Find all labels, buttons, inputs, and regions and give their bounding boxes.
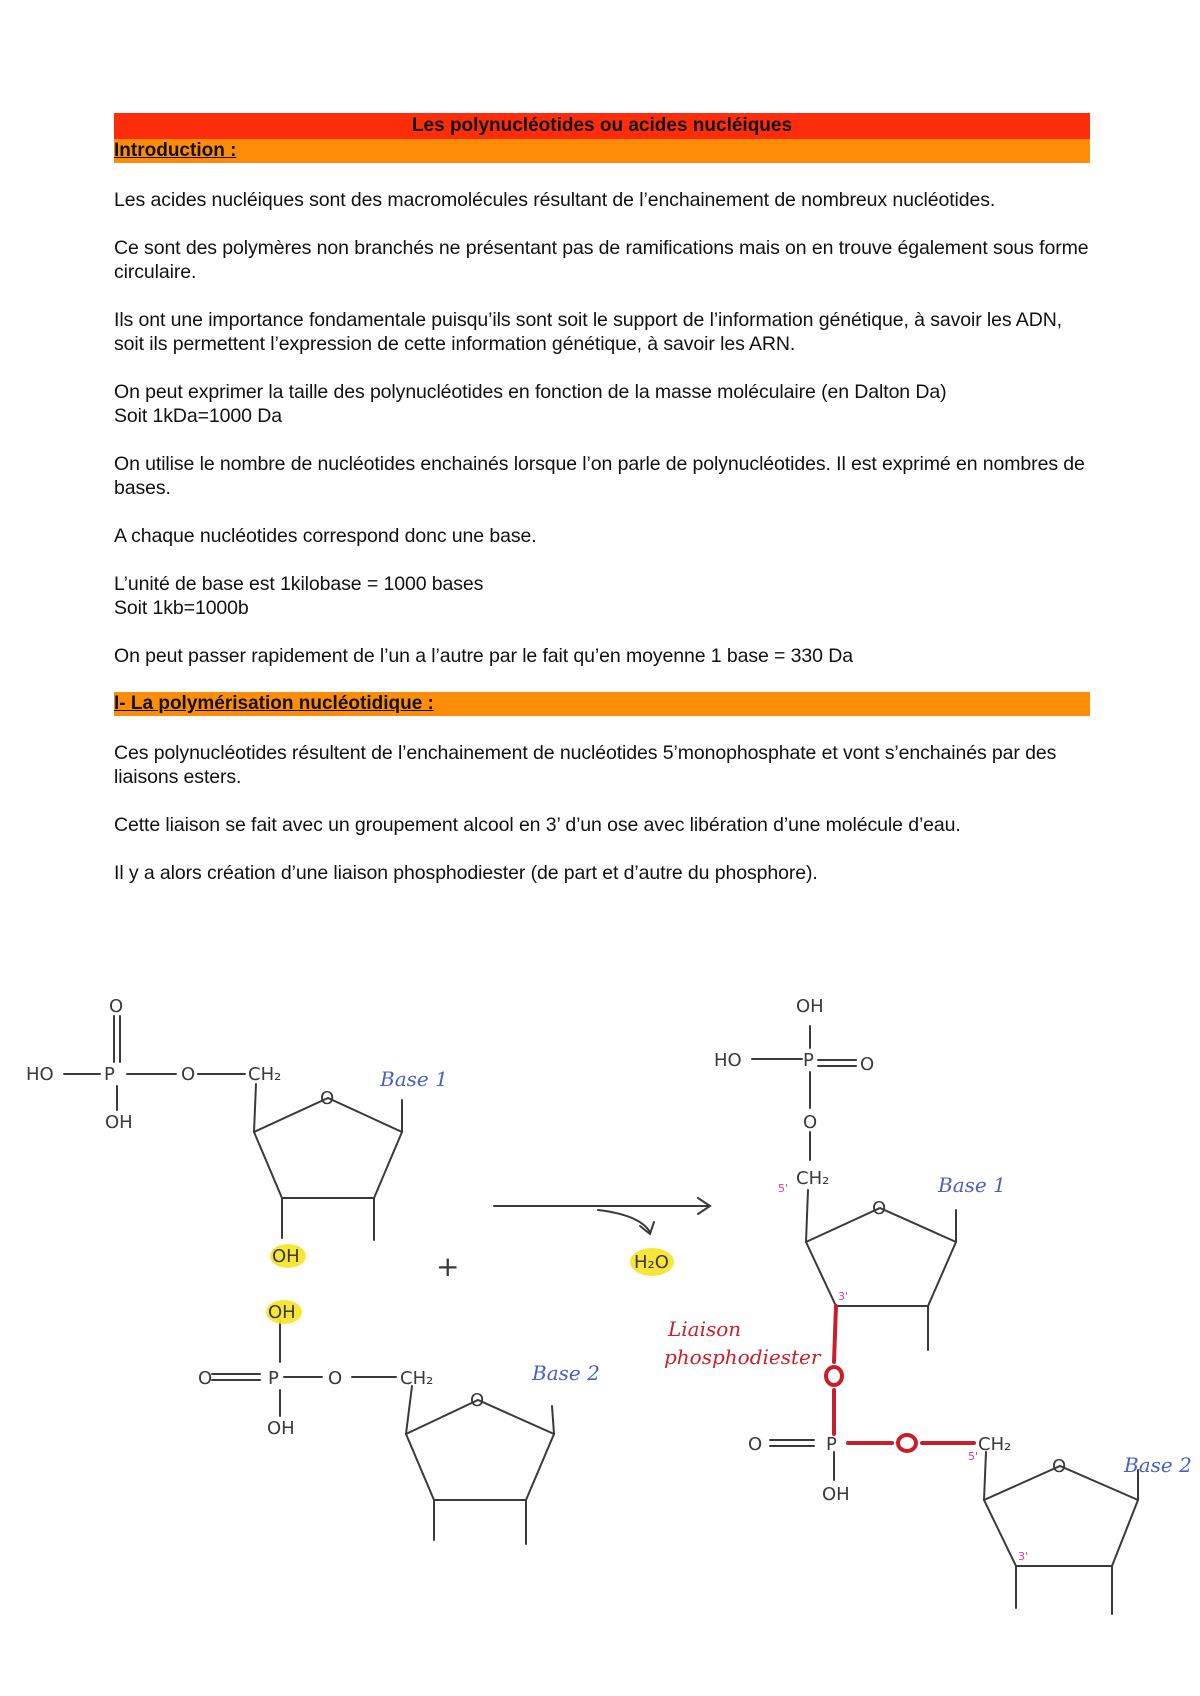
p-label-1: P [104,1064,115,1085]
bond-label-line2: phosphodiester [664,1345,821,1369]
intro-paragraph-10: On peut passer rapidement de l’un a l’autre par le fait qu’en moyenne 1 base = 330 Da [114,645,853,667]
intro-paragraph-8: L’unité de base est 1kilobase = 1000 bases [114,573,484,595]
base2-label-left: Base 2 [532,1361,600,1385]
prime-3-label-2: 3' [1018,1550,1029,1563]
o-double-label-2: O [198,1368,213,1389]
o-ester-label-3: O [803,1112,818,1133]
oh-top-label-3: OH [796,996,824,1017]
intro-paragraph-6: On utilise le nombre de nucléotides enchainés lorsque l’on parle de polynucléotides. Il est exprimé en nombres de bases. [114,453,1085,499]
o-ester-label-1: O [181,1064,196,1085]
p-label-3: P [803,1050,814,1071]
prime-5-label-2: 5' [968,1450,979,1463]
ring-o-label-3: O [872,1198,887,1219]
section1-paragraph-2: Cette liaison se fait avec un groupement alcool en 3’ d’un ose avec libération d’une molécule d’eau. [114,814,961,836]
base1-label-left: Base 1 [380,1067,448,1091]
prime-5-label-1: 5' [778,1182,789,1195]
intro-paragraph-7: A chaque nucléotides correspond donc une base. [114,525,537,547]
p-label-2: P [268,1368,279,1389]
p-label-4: P [826,1434,837,1455]
water-label: H₂O [634,1252,669,1273]
intro-paragraph-5: Soit 1kDa=1000 Da [114,405,282,427]
o-double-label-3: O [860,1054,875,1075]
oh-label-1: OH [105,1112,133,1133]
intro-heading: Introduction : [114,139,1090,163]
document-content [114,113,1090,909]
ho-label-1: HO [26,1064,54,1085]
oh-label-4: OH [822,1484,850,1505]
oh-highlighted-label-2: OH [268,1302,296,1323]
ch2-label-2: CH₂ [400,1368,434,1389]
prime-3-label-1: 3' [838,1290,849,1303]
polymerization-diagram [0,960,1200,1660]
intro-paragraph-2: Ce sont des polymères non branchés ne présentant pas de ramifications mais on en trouve également sous forme circulaire. [114,237,1089,283]
ring-o-label-4: O [1052,1456,1067,1477]
oh-label-2: OH [267,1418,295,1439]
oh-3prime-label-1: OH [272,1246,300,1267]
ring-o-label-1: O [320,1088,335,1109]
ch2-label-4: CH₂ [978,1434,1012,1455]
intro-paragraph-9: Soit 1kb=1000b [114,597,249,619]
section1-paragraph-3: Il y a alors création d’une liaison phosphodiester (de part et d’autre du phosphore). [114,862,818,884]
ch2-label-1: CH₂ [248,1064,282,1085]
intro-paragraph-1: Les acides nucléiques sont des macromolécules résultant de l’enchainement de nombreux nucléotides. [114,189,996,211]
intro-paragraph-4: On peut exprimer la taille des polynucléotides en fonction de la masse moléculaire (en Dalton Da) [114,381,947,403]
o-ester-label-2: O [328,1368,343,1389]
ring-o-label-2: O [470,1390,485,1411]
plus-sign: + [436,1250,460,1283]
base1-label-right: Base 1 [938,1173,1006,1197]
o-double-label-4: O [748,1434,763,1455]
bond-label-line1: Liaison [668,1317,742,1341]
section1-paragraph-1: Ces polynucléotides résultent de l’enchainement de nucléotides 5’monophosphate et vont s’enchainés par des liaisons esters. [114,742,1057,788]
section1-heading: I- La polymérisation nucléotidique : [114,692,1090,716]
ho-label-3: HO [714,1050,742,1071]
o-double-label-1: O [109,996,124,1017]
ch2-label-3: CH₂ [796,1168,830,1189]
intro-paragraph-3: Ils ont une importance fondamentale puisqu’ils sont soit le support de l’information génétique, à savoir les ADN, soit ils permettent l’expression de cette information génétique, à savoir les ARN. [114,309,1062,355]
document-title: Les polynucléotides ou acides nucléiques [114,113,1090,139]
base2-label-right: Base 2 [1124,1453,1192,1477]
